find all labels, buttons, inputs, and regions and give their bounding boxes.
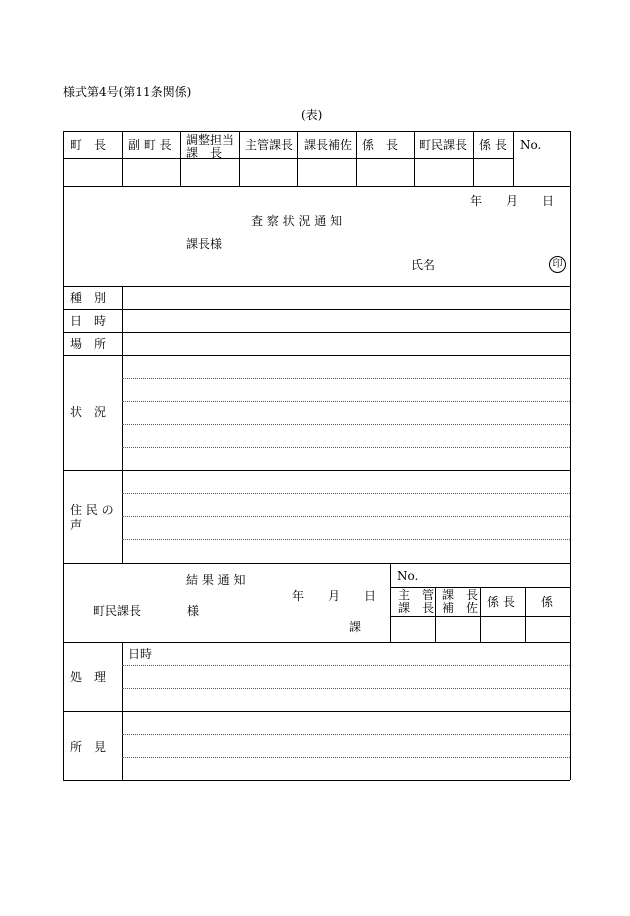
approval-divider	[63, 158, 513, 159]
side-label: (表)	[301, 108, 323, 122]
approval-coordinator: 調整担当	[186, 133, 235, 147]
treatment-datetime-label: 日時	[128, 647, 153, 661]
approval-resident-chief: 町民課長	[419, 138, 468, 152]
frame-right	[570, 131, 571, 780]
approval-mayor: 町 長	[70, 138, 107, 152]
approval-number: No.	[520, 138, 542, 152]
approval-managing-chief: 主管課長	[245, 138, 294, 152]
approval-section-chief: 課 長	[186, 146, 223, 160]
row-residents-label-2: 声	[70, 518, 83, 532]
frame-top	[63, 131, 570, 132]
result-approval-divider	[390, 563, 391, 642]
result-approval-manager: 主 管	[398, 588, 435, 602]
row-treatment-label: 処 理	[70, 670, 107, 684]
result-approval-chief-2: 課 長	[442, 588, 479, 602]
approval-assistant-chief: 課長補佐	[304, 138, 353, 152]
notice-date: 年 月 日	[470, 194, 555, 208]
approval-deputy-mayor: 副 町 長	[128, 138, 172, 152]
row-kind-label: 種 別	[70, 291, 107, 305]
result-title: 結 果 通 知	[186, 573, 246, 587]
notice-addressee: 課長様	[186, 237, 223, 251]
row-datetime-label: 日 時	[70, 314, 107, 328]
row-opinion-label: 所 見	[70, 740, 107, 754]
notice-title: 査 察 状 況 通 知	[251, 214, 343, 228]
form-title: 様式第4号(第11条関係)	[63, 85, 192, 99]
result-date: 年 月 日	[292, 589, 377, 603]
result-number: No.	[397, 569, 419, 583]
row-status-label: 状 況	[70, 405, 107, 419]
approval-bottom	[63, 186, 570, 187]
result-approval-chief: 課 長	[398, 601, 435, 615]
row-residents-label: 住 民 の	[70, 503, 114, 517]
result-sama: 様	[187, 604, 200, 618]
seal-icon: 印	[549, 256, 566, 273]
result-approval-kakari-chief: 係 長	[487, 595, 515, 609]
name-label: 氏名	[411, 258, 436, 272]
approval-kakari-chief: 係 長	[479, 138, 507, 152]
result-addressee: 町民課長	[93, 604, 142, 618]
result-ka: 課	[349, 620, 362, 634]
approval-subsection-chief: 係 長	[362, 138, 399, 152]
result-approval-assistant: 補 佐	[442, 601, 479, 615]
result-approval-kakari: 係	[541, 595, 554, 609]
frame-left	[63, 131, 64, 780]
row-place-label: 場 所	[70, 337, 107, 351]
frame-bottom	[63, 780, 570, 781]
